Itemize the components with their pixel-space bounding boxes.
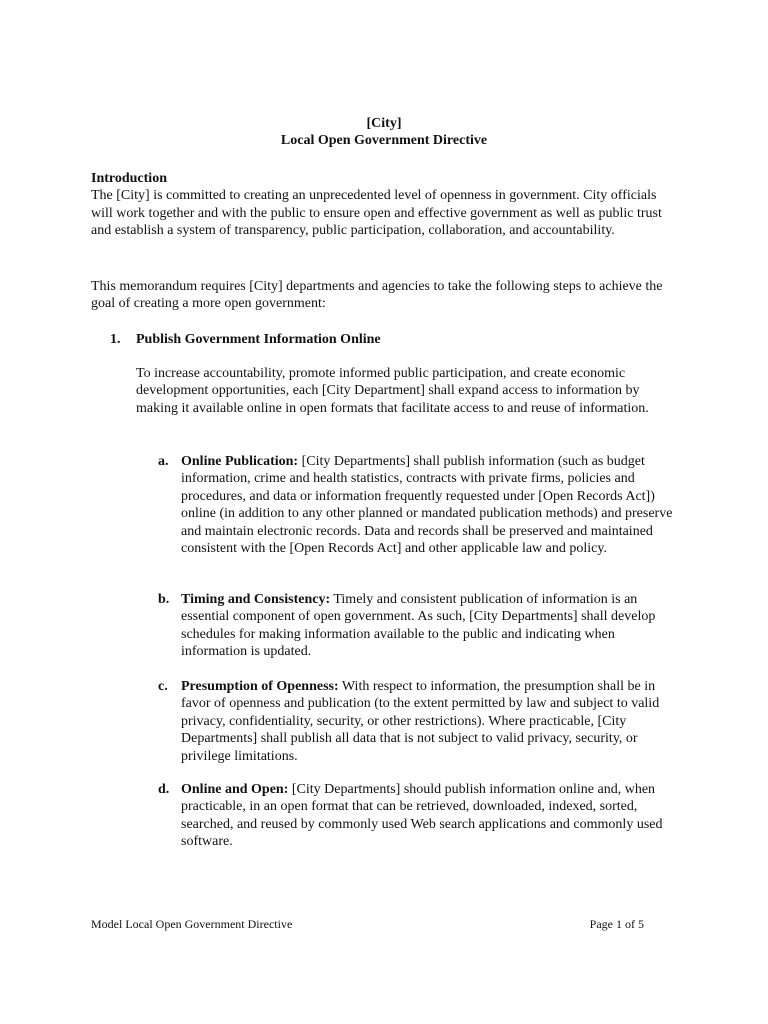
- list-item-text: With respect to information, the presumption shall be in favor of openness and publication (to the extent permitted by law and subject to valid privacy, confidentiality, security, or other restrictions). Where practicable, [City Departments] shall publish all data that is not subject to valid privacy, security, or privilege limitations.: [181, 679, 660, 764]
- list-item-text: Timely and consistent publication of information is an essential component of open government. As such, [City Departments] shall develop schedules for making information available to the public and indicating when information is updated.: [181, 592, 656, 660]
- list-item-lead: Online and Open:: [181, 782, 289, 797]
- section-1-heading: [110, 331, 670, 348]
- list-item-online-open: [158, 781, 683, 851]
- section-1-title: Publish Government Information Online: [136, 332, 381, 347]
- list-item-lead: Timing and Consistency:: [181, 592, 331, 607]
- city-heading: [City]: [366, 116, 402, 131]
- list-item-letter: a.: [158, 454, 169, 469]
- introduction-paragraph: The [City] is committed to creating an unprecedented level of openness in government. City officials will work together and with the public to ensure open and effective government as well as public trust and establish a system of transparency, public participation, collaboration, and accountability.: [91, 188, 662, 239]
- list-item-presumption-openness: [158, 678, 683, 765]
- list-item-letter: c.: [158, 679, 168, 694]
- footer-document-name: Model Local Open Government Directive: [91, 917, 293, 931]
- list-item-text: [City Departments] shall publish information (such as budget information, crime and health statistics, contracts with private firms, policies and procedures, and data or information frequently requested under [Open Records Act]) online (in addition to any other planned or mandated publication methods) and preserve and maintain electronic records. Data and records shall be preserved and maintained consistent with the [Open Records Act] and other applicable law and policy.: [181, 454, 673, 557]
- document-title-block: [0, 115, 768, 149]
- memorandum-paragraph: This memorandum requires [City] departments and agencies to take the following steps to achieve the goal of creating a more open government:: [91, 279, 663, 312]
- section-1-number: 1.: [110, 332, 121, 347]
- list-item-text: [City Departments] should publish information online and, when practicable, in an open format that can be retrieved, downloaded, indexed, sorted, searched, and reused by commonly used Web search applications and commonly used software.: [181, 782, 663, 850]
- footer-page-number: Page 1 of 5: [589, 917, 644, 931]
- list-item-lead: Presumption of Openness:: [181, 679, 339, 694]
- list-item-timing-consistency: [158, 591, 683, 661]
- list-item-lead: Online Publication:: [181, 454, 299, 469]
- section-1-intro: To increase accountability, promote informed public participation, and create economic development opportunities, each [City Department] shall expand access to information by making it available online in open formats that facilitate access to and reuse of information.: [136, 366, 649, 416]
- introduction-heading: Introduction: [91, 171, 167, 186]
- introduction-section: [91, 170, 681, 240]
- document-title: Local Open Government Directive: [280, 133, 488, 148]
- list-item-online-publication: [158, 453, 683, 557]
- list-item-letter: b.: [158, 592, 170, 607]
- list-item-letter: d.: [158, 782, 170, 797]
